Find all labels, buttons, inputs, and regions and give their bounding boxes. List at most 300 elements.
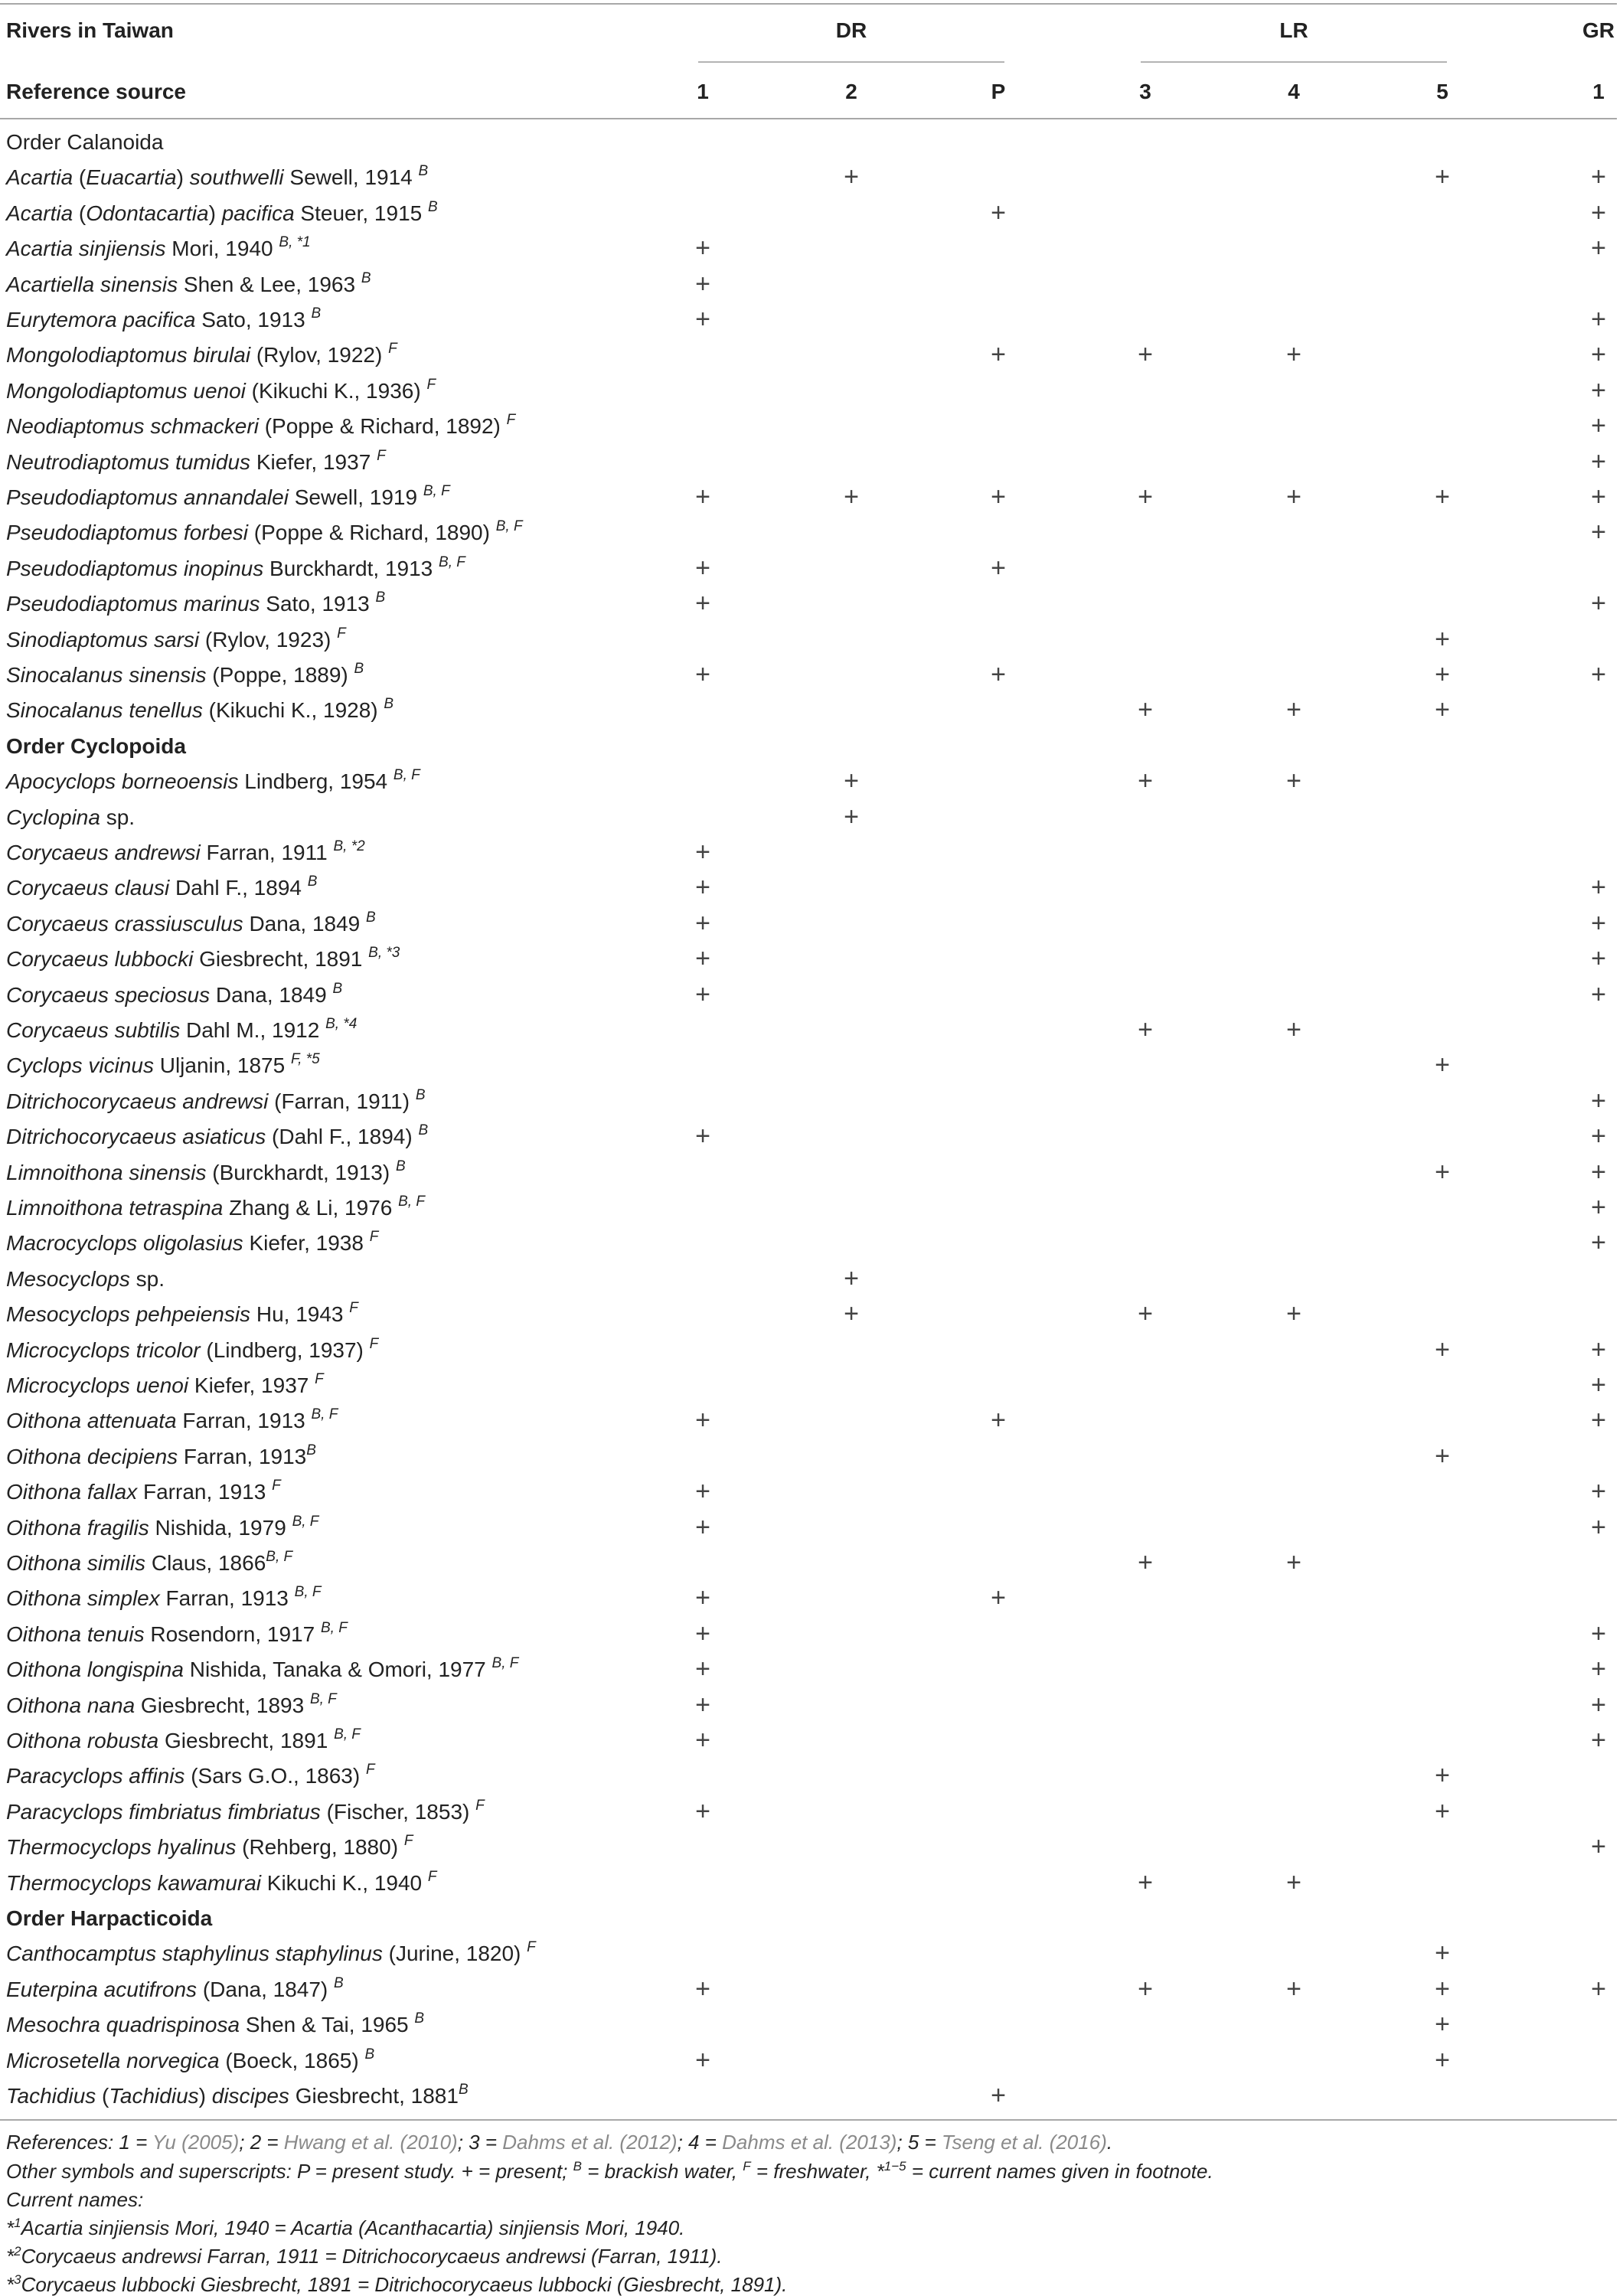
- habitat-superscript: B: [366, 909, 376, 926]
- taxon-italic: Neutrodiaptomus tumidus: [6, 449, 251, 474]
- taxon-italic: Corycaeus speciosus: [6, 982, 211, 1007]
- species-name: [6, 1406, 338, 1433]
- habitat-superscript: B, F: [292, 1513, 319, 1530]
- habitat-superscript: B: [332, 980, 343, 997]
- presence-mark: +: [1591, 873, 1606, 903]
- taxon-text: (Rehberg, 1880): [236, 1835, 404, 1860]
- habitat-superscript: B, F: [423, 483, 450, 499]
- top-rule: [0, 3, 1617, 5]
- species-name: [6, 807, 135, 828]
- presence-mark: +: [1138, 1548, 1153, 1577]
- order-heading: Order Calanoida: [6, 130, 164, 154]
- taxon-text: Sewell, 1919: [288, 485, 423, 509]
- habitat-superscript: F: [426, 376, 436, 393]
- habitat-superscript: B, F: [398, 1194, 425, 1210]
- presence-mark: +: [695, 589, 710, 619]
- habitat-superscript: B, *1: [279, 234, 311, 251]
- presence-mark: +: [1435, 162, 1450, 192]
- taxon-italic: pacifica: [221, 201, 295, 225]
- taxon-text: (: [73, 201, 87, 225]
- presence-mark: +: [991, 2081, 1006, 2110]
- taxon-italic: Corycaeus subtilis: [6, 1018, 181, 1042]
- habitat-superscript: B: [307, 874, 318, 890]
- species-name: [6, 305, 322, 331]
- habitat-superscript: B, F: [491, 1655, 519, 1672]
- presence-mark: +: [1591, 1512, 1606, 1542]
- taxon-italic: Pseudodiaptomus marinus: [6, 592, 260, 616]
- presence-mark: +: [695, 979, 710, 1009]
- symbols-text-b: = brackish water,: [581, 2160, 743, 2183]
- presence-mark: +: [695, 2045, 710, 2075]
- habitat-superscript: B, F: [309, 1690, 337, 1707]
- presence-mark: +: [1591, 1370, 1606, 1399]
- rivers-label: Rivers in Taiwan: [6, 18, 174, 42]
- habitat-superscript: B: [375, 590, 386, 606]
- taxon-italic: Ditrichocorycaeus asiaticus: [6, 1125, 266, 1149]
- habitat-superscript: B, F: [311, 1406, 338, 1423]
- taxon-italic: Oithona fallax: [6, 1480, 138, 1504]
- species-name: [6, 376, 436, 403]
- taxon-italic: Limnoithona tetraspina: [6, 1196, 224, 1220]
- dr-group-rule: [698, 61, 1004, 63]
- note-text: Acartia sinjiensis Mori, 1940 = Acartia (Acanthacartia) sinjiensis Mori, 1940.: [21, 2216, 685, 2239]
- habitat-superscript: B: [364, 2046, 375, 2062]
- habitat-superscript: F, *5: [290, 1051, 320, 1068]
- habitat-superscript: B, *3: [368, 945, 400, 962]
- taxon-text: Hu, 1943: [250, 1302, 350, 1327]
- note-number: 1: [14, 2216, 21, 2230]
- species-name: [6, 1974, 344, 2001]
- taxon-italic: Acartiella sinensis: [6, 272, 178, 296]
- species-name: [6, 696, 394, 723]
- taxon-text: Mori, 1940: [165, 237, 279, 261]
- presence-mark: +: [1591, 340, 1606, 370]
- footnote-current-names-label: Current names:: [6, 2188, 144, 2211]
- taxon-text: (Poppe & Richard, 1892): [258, 414, 507, 439]
- taxon-italic: Neodiaptomus schmackeri: [6, 414, 259, 439]
- column-header-4: 4: [1288, 80, 1300, 103]
- taxon-italic: Corycaeus andrewsi: [6, 841, 201, 864]
- taxon-text: Uljanin, 1875: [153, 1053, 291, 1078]
- species-name: [6, 2010, 425, 2037]
- taxon-italic: Pseudodiaptomus forbesi: [6, 521, 248, 545]
- presence-mark: +: [1591, 1726, 1606, 1755]
- taxon-text: Dahl F., 1894: [169, 876, 308, 900]
- presence-mark: +: [1138, 766, 1153, 796]
- presence-mark: +: [1591, 1193, 1606, 1222]
- taxon-italic: Microcyclops uenoi: [6, 1373, 189, 1397]
- species-name: [6, 554, 465, 580]
- habitat-superscript: F: [369, 1229, 379, 1246]
- taxon-text: (Jurine, 1820): [382, 1942, 527, 1966]
- presence-mark: +: [1591, 198, 1606, 227]
- habitat-superscript: B: [414, 2010, 425, 2027]
- taxon-text: (Farran, 1911): [268, 1089, 416, 1113]
- habitat-superscript: B: [354, 661, 364, 677]
- symbols-text-n: = current names given in footnote.: [906, 2160, 1213, 2183]
- habitat-superscript: B: [395, 1158, 406, 1174]
- presence-mark: +: [695, 305, 710, 334]
- taxon-text: Sato, 1913: [260, 592, 376, 616]
- species-name: [6, 1371, 324, 1397]
- species-name: [6, 341, 397, 367]
- presence-mark: +: [1138, 695, 1153, 725]
- habitat-superscript: F: [388, 341, 397, 358]
- species-name: [6, 1086, 426, 1113]
- species-name: [6, 1939, 536, 1966]
- presence-mark: +: [1286, 1299, 1301, 1329]
- habitat-superscript: B, F: [334, 1726, 361, 1742]
- reference-separator: ;: [457, 2131, 469, 2154]
- taxon-text: Kikuchi K., 1940: [261, 1870, 428, 1895]
- taxon-text: Rosendorn, 1917: [144, 1622, 321, 1646]
- taxon-text: ): [198, 2084, 212, 2108]
- species-name: [6, 1513, 319, 1540]
- species-name: [6, 1158, 406, 1184]
- sup-f: F: [743, 2159, 751, 2174]
- column-header-2: P: [991, 80, 1006, 103]
- taxon-text: (Kikuchi K., 1936): [245, 378, 427, 403]
- species-name: [6, 1690, 337, 1717]
- presence-mark: +: [695, 234, 710, 263]
- footnote-references: [6, 2132, 1112, 2152]
- presence-mark: +: [1286, 1974, 1301, 2004]
- taxon-text: Sato, 1913: [195, 308, 312, 331]
- taxon-italic: Macrocyclops oligolasius: [6, 1231, 243, 1256]
- order-heading: Order Harpacticoida: [6, 1906, 213, 1930]
- column-header-3: 3: [1139, 80, 1151, 103]
- presence-mark: +: [1138, 1974, 1153, 2004]
- taxon-italic: Oithona nana: [6, 1693, 136, 1717]
- reference-number: 4 =: [688, 2131, 723, 2154]
- presence-mark: +: [1591, 1228, 1606, 1258]
- habitat-superscript: B: [384, 696, 394, 713]
- reference-link[interactable]: Tseng et al. (2016): [942, 2131, 1107, 2154]
- presence-mark: +: [695, 1406, 710, 1435]
- habitat-superscript: B, F: [320, 1619, 348, 1636]
- current-name-note: [6, 2218, 684, 2238]
- presence-mark: +: [1591, 518, 1606, 547]
- taxon-italic: Pseudodiaptomus inopinus: [6, 556, 264, 580]
- taxon-italic: Mongolodiaptomus uenoi: [6, 378, 246, 403]
- reference-link[interactable]: Dahms et al. (2013): [722, 2131, 897, 2154]
- reference-number: 2 =: [250, 2131, 284, 2154]
- presence-mark: +: [1591, 411, 1606, 441]
- reference-number: 3 =: [469, 2131, 503, 2154]
- symbols-text-f: = freshwater,: [750, 2160, 877, 2183]
- column-header-6: 1: [1592, 80, 1605, 103]
- species-name: [6, 1194, 425, 1220]
- taxon-text: (: [96, 2084, 109, 2108]
- taxon-text: Sewell, 1914: [283, 165, 419, 190]
- species-name: [6, 1335, 379, 1362]
- presence-mark: +: [695, 660, 710, 689]
- presence-mark: +: [1435, 1334, 1450, 1364]
- species-name: [6, 1549, 293, 1575]
- taxon-text: Farran, 1911: [200, 841, 334, 864]
- presence-mark: +: [1591, 1406, 1606, 1435]
- taxon-italic: Acartia: [6, 165, 73, 190]
- taxon-italic: Ditrichocorycaeus andrewsi: [6, 1089, 269, 1113]
- presence-mark: +: [1591, 1974, 1606, 2004]
- presence-mark: +: [991, 553, 1006, 583]
- taxon-text: Giesbrecht, 1891: [193, 947, 369, 972]
- presence-mark: +: [695, 1122, 710, 1151]
- presence-mark: +: [1286, 695, 1301, 725]
- taxon-text: Zhang & Li, 1976: [223, 1196, 399, 1220]
- species-name: [6, 1833, 413, 1860]
- species-name: [6, 838, 365, 864]
- presence-mark: +: [1435, 695, 1450, 725]
- species-name: [6, 625, 346, 652]
- presence-mark: +: [991, 482, 1006, 511]
- habitat-superscript: B: [428, 198, 438, 215]
- taxon-text: (Fischer, 1853): [320, 1799, 476, 1824]
- presence-mark: +: [1591, 1690, 1606, 1720]
- presence-mark: +: [1138, 1867, 1153, 1897]
- presence-mark: +: [1435, 660, 1450, 689]
- presence-mark: +: [1286, 1548, 1301, 1577]
- species-name: [6, 1726, 361, 1752]
- symbols-text-a: Other symbols and superscripts: P = present study. + = present;: [6, 2160, 573, 2183]
- taxon-italic: Thermocyclops kawamurai: [6, 1870, 261, 1895]
- presence-mark: +: [695, 1512, 710, 1542]
- species-name: [6, 1051, 320, 1078]
- habitat-superscript: F: [315, 1371, 324, 1387]
- taxon-italic: Cyclops vicinus: [6, 1053, 154, 1078]
- taxon-text: (Poppe & Richard, 1890): [247, 521, 496, 545]
- species-name: [6, 1300, 358, 1327]
- taxon-text: (Dahl F., 1894): [266, 1125, 419, 1149]
- presence-mark: +: [695, 838, 710, 867]
- species-name: [6, 1122, 429, 1149]
- species-name: [6, 518, 523, 545]
- presence-mark: +: [1286, 1015, 1301, 1044]
- note-star: *: [6, 2273, 15, 2296]
- taxon-text: ): [208, 201, 222, 225]
- presence-mark: +: [695, 553, 710, 583]
- habitat-superscript: F: [475, 1797, 485, 1814]
- taxon-italic: Oithona decipiens: [6, 1444, 178, 1468]
- presence-mark: +: [1138, 482, 1153, 511]
- species-name: [6, 1016, 358, 1042]
- habitat-superscript: B: [311, 305, 322, 322]
- taxon-text: sp.: [129, 1266, 165, 1291]
- presence-mark: +: [1591, 1832, 1606, 1862]
- table-bottom-rule: [0, 2119, 1617, 2121]
- taxon-text: (Kikuchi K., 1928): [202, 698, 384, 723]
- habitat-superscript: B: [361, 269, 371, 286]
- taxon-text: Kiefer, 1937: [250, 449, 377, 474]
- column-header-5: 5: [1436, 80, 1448, 103]
- presence-mark: +: [844, 766, 859, 796]
- taxon-text: Kiefer, 1937: [188, 1373, 315, 1397]
- reference-separator: ;: [677, 2131, 689, 2154]
- taxon-italic: Mesocyclops: [6, 1266, 130, 1291]
- group-header-gr: GR: [1582, 18, 1615, 42]
- species-name: [6, 661, 364, 687]
- taxon-text: Farran, 1913: [176, 1409, 312, 1433]
- taxon-text: Giesbrecht, 1881: [289, 2084, 459, 2108]
- taxon-italic: Cyclopina: [6, 805, 100, 829]
- species-name: [6, 980, 343, 1007]
- habitat-superscript: F: [427, 1868, 437, 1885]
- column-header-1: 2: [845, 80, 857, 103]
- habitat-superscript: F: [349, 1300, 358, 1317]
- taxon-italic: Paracyclops fimbriatus fimbriatus: [6, 1799, 321, 1824]
- taxon-italic: Oithona robusta: [6, 1729, 159, 1752]
- order-heading: Order Cyclopoida: [6, 733, 186, 758]
- lr-group-rule: [1141, 61, 1447, 63]
- taxon-text: Dahl M., 1912: [180, 1018, 326, 1042]
- habitat-superscript: F: [377, 447, 386, 464]
- habitat-superscript: B: [415, 1086, 426, 1103]
- taxon-italic: Corycaeus crassiusculus: [6, 911, 243, 936]
- presence-mark: +: [1591, 1618, 1606, 1648]
- presence-mark: +: [1435, 1974, 1450, 2004]
- reference-link[interactable]: Yu (2005): [152, 2131, 240, 2154]
- presence-mark: +: [991, 198, 1006, 227]
- sup-range: 1−5: [883, 2159, 906, 2174]
- taxon-italic: Corycaeus lubbocki: [6, 947, 194, 972]
- presence-mark: +: [1435, 1157, 1450, 1187]
- taxon-italic: Oithona simplex: [6, 1586, 160, 1611]
- taxon-italic: Sinodiaptomus sarsi: [6, 627, 200, 652]
- species-name: [6, 1584, 322, 1611]
- reference-separator: ;: [239, 2131, 250, 2154]
- presence-mark: +: [695, 1726, 710, 1755]
- taxon-italic: Eurytemora pacifica: [6, 308, 196, 331]
- taxon-text: Steuer, 1915: [294, 201, 428, 225]
- presence-mark: +: [695, 482, 710, 511]
- species-name: [6, 1797, 485, 1824]
- taxon-text: Lindberg, 1954: [238, 769, 394, 794]
- reference-link[interactable]: Hwang et al. (2010): [283, 2131, 458, 2154]
- habitat-superscript: F: [506, 412, 516, 429]
- species-name: [6, 269, 371, 296]
- reference-separator: .: [1106, 2131, 1113, 2154]
- habitat-superscript: F: [337, 625, 346, 642]
- taxon-italic: Oithona longispina: [6, 1657, 184, 1682]
- note-number: 2: [14, 2244, 21, 2258]
- presence-mark: +: [1591, 375, 1606, 405]
- taxon-italic: Apocyclops borneoensis: [6, 769, 239, 794]
- presence-mark: +: [1435, 1938, 1450, 1968]
- taxon-text: Nishida, 1979: [149, 1515, 292, 1540]
- presence-mark: +: [1138, 1015, 1153, 1044]
- taxon-italic: Sinocalanus tenellus: [6, 698, 203, 723]
- taxon-italic: Thermocyclops hyalinus: [6, 1835, 237, 1860]
- species-name: [6, 2046, 375, 2072]
- taxon-italic: Acartia sinjiensis: [6, 237, 166, 261]
- species-name: [6, 1266, 165, 1291]
- note-star: *: [6, 2216, 15, 2239]
- presence-mark: +: [695, 908, 710, 938]
- presence-mark: +: [1435, 1761, 1450, 1791]
- presence-mark: +: [695, 1618, 710, 1648]
- presence-mark: +: [1591, 446, 1606, 476]
- species-name: [6, 412, 516, 439]
- habitat-superscript: B, F: [439, 554, 465, 570]
- taxon-italic: Oithona attenuata: [6, 1409, 177, 1433]
- presence-mark: +: [991, 1406, 1006, 1435]
- presence-mark: +: [1591, 162, 1606, 192]
- taxon-italic: Microcyclops tricolor: [6, 1337, 201, 1362]
- taxon-italic: Euterpina acutifrons: [6, 1977, 198, 2001]
- presence-mark: +: [1286, 482, 1301, 511]
- presence-mark: +: [1591, 979, 1606, 1009]
- presence-mark: +: [695, 269, 710, 299]
- habitat-superscript: F: [272, 1478, 281, 1494]
- taxon-text: Shen & Tai, 1965: [240, 2013, 415, 2037]
- reference-number: 1 =: [119, 2131, 153, 2154]
- presence-mark: +: [844, 802, 859, 831]
- species-name: [6, 1229, 379, 1256]
- taxon-text: Dana, 1849: [210, 982, 333, 1007]
- presence-mark: +: [695, 1796, 710, 1826]
- taxon-italic: Pseudodiaptomus annandalei: [6, 485, 289, 509]
- species-name: [6, 1478, 281, 1504]
- taxon-italic: discipes: [211, 2084, 289, 2108]
- sup-b: B: [573, 2159, 582, 2174]
- habitat-superscript: F: [403, 1833, 413, 1850]
- habitat-superscript: F: [365, 1762, 375, 1778]
- taxon-italic: Acartia: [6, 201, 73, 225]
- taxon-italic: Oithona similis: [6, 1551, 146, 1575]
- presence-mark: +: [844, 1299, 859, 1329]
- presence-mark: +: [1591, 482, 1606, 511]
- presence-mark: +: [991, 340, 1006, 370]
- species-name: [6, 874, 318, 900]
- reference-number: 5 =: [907, 2131, 942, 2154]
- habitat-superscript: B: [306, 1442, 316, 1458]
- footnote-symbols: [6, 2161, 1213, 2181]
- taxon-text: Nishida, Tanaka & Omori, 1977: [183, 1657, 492, 1682]
- habitat-superscript: B, *4: [325, 1016, 358, 1032]
- habitat-superscript: B: [418, 1122, 429, 1139]
- taxon-italic: Mesocyclops pehpeiensis: [6, 1302, 251, 1327]
- habitat-superscript: F: [369, 1335, 379, 1352]
- presence-mark: +: [1591, 305, 1606, 334]
- presence-mark: +: [1591, 1122, 1606, 1151]
- habitat-superscript: B, F: [393, 767, 420, 784]
- presence-mark: +: [1435, 1441, 1450, 1471]
- taxon-text: (Boeck, 1865): [219, 2048, 365, 2072]
- habitat-superscript: F: [527, 1939, 536, 1956]
- taxon-text: Farran, 1913: [137, 1480, 273, 1504]
- presence-mark: +: [1435, 482, 1450, 511]
- presence-mark: +: [695, 1974, 710, 2004]
- note-number: 3: [14, 2272, 21, 2287]
- species-name: [6, 1655, 519, 1682]
- reference-link[interactable]: Dahms et al. (2012): [502, 2131, 678, 2154]
- presence-mark: +: [1435, 624, 1450, 654]
- presence-mark: +: [991, 660, 1006, 689]
- presence-mark: +: [1138, 1299, 1153, 1329]
- presence-mark: +: [695, 1654, 710, 1684]
- note-star: *: [6, 2245, 15, 2268]
- species-name: [6, 909, 376, 936]
- presence-mark: +: [1435, 1050, 1450, 1080]
- species-name: [6, 234, 311, 261]
- species-name: [6, 163, 429, 190]
- note-text: Corycaeus lubbocki Giesbrecht, 1891 = Ditrichocorycaeus lubbocki (Giesbrecht, 1891).: [21, 2273, 788, 2296]
- presence-mark: +: [844, 162, 859, 192]
- taxon-text: Dana, 1849: [243, 911, 367, 936]
- taxon-text: Kiefer, 1938: [243, 1231, 370, 1256]
- taxon-text: Giesbrecht, 1891: [158, 1729, 335, 1752]
- taxon-italic: Corycaeus clausi: [6, 876, 170, 900]
